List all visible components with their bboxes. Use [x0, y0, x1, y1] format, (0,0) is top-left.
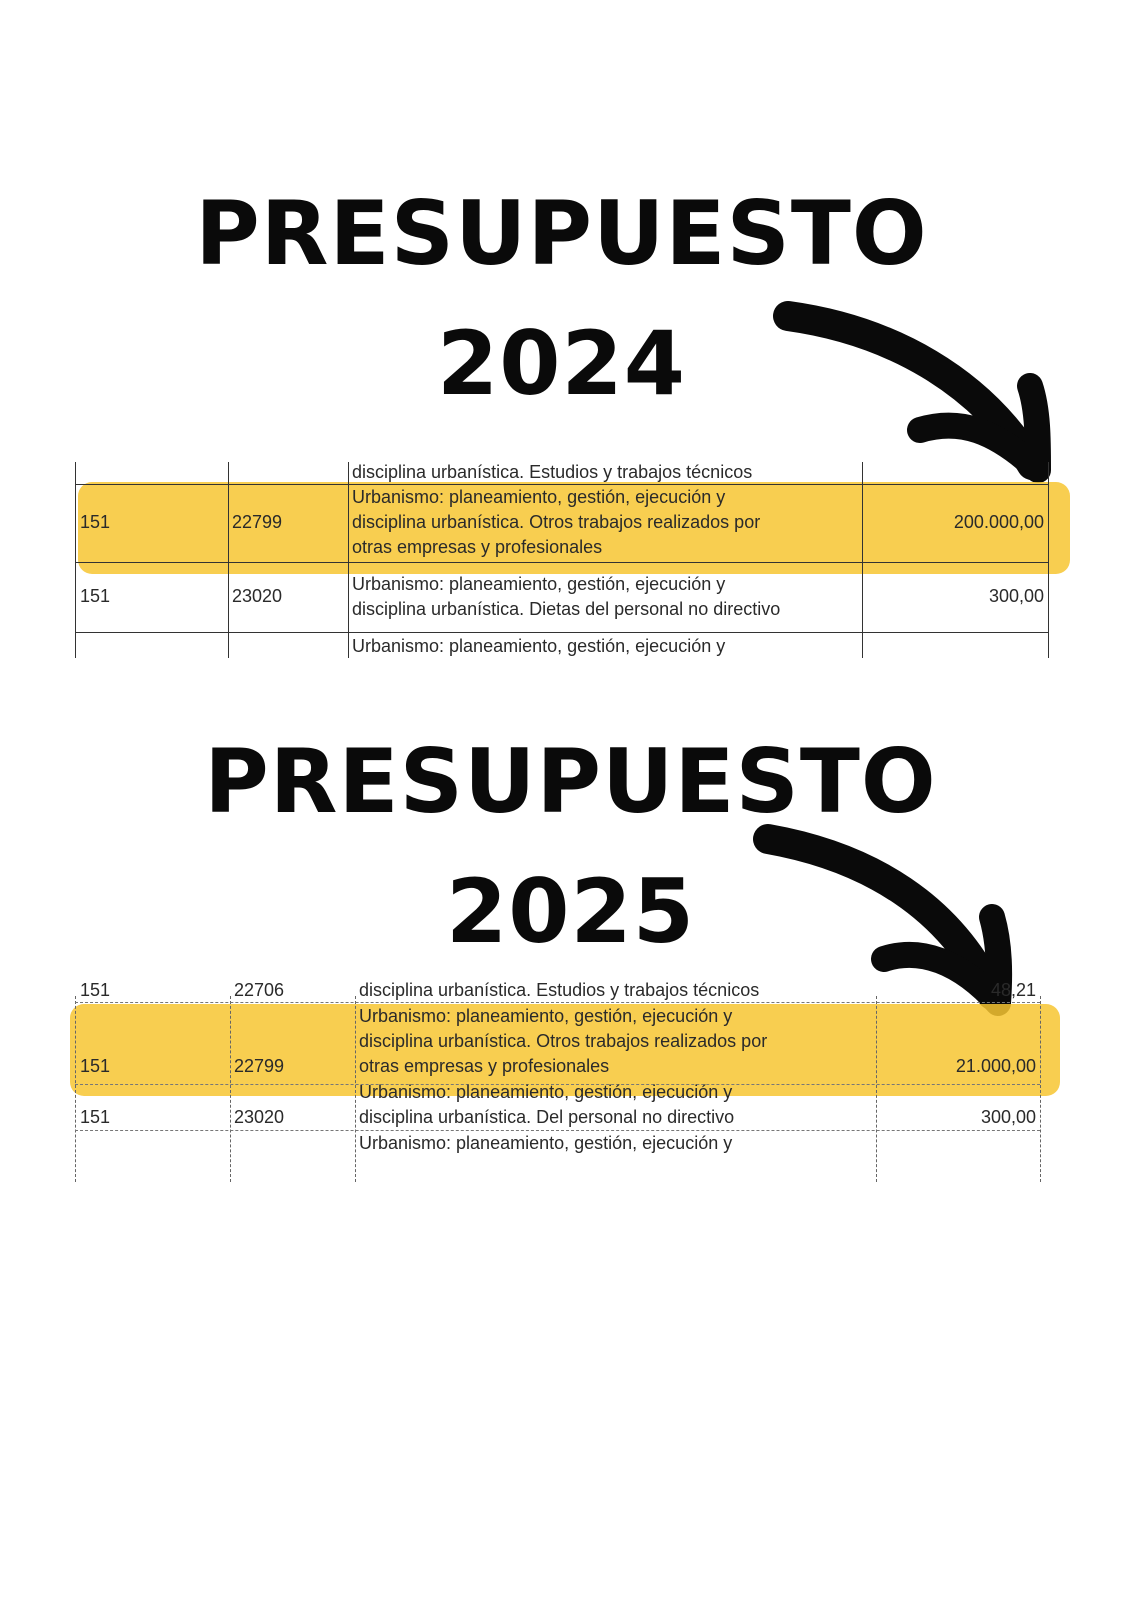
row0-importe: 48,21	[990, 980, 1036, 1000]
row1-programa: 151	[80, 512, 111, 532]
row1-descripcion-line1: Urbanismo: planeamiento, gestión, ejecución y	[359, 1006, 733, 1026]
row1-descripcion-line3: otras empresas y profesionales	[359, 1056, 610, 1076]
row2-importe: 300,00	[980, 1107, 1036, 1127]
row1-programa: 151	[80, 1056, 111, 1076]
row2-programa: 151	[80, 1107, 111, 1127]
title-2024-line1: PRESUPUESTO	[195, 182, 928, 285]
budget-2025-table	[0, 980, 1131, 1182]
row2-descripcion-line2: disciplina urbanística. Dietas del personal no directivo	[352, 599, 781, 619]
row1-descripcion-line2: disciplina urbanística. Otros trabajos realizados por	[359, 1031, 768, 1051]
row1-economica: 22799	[232, 512, 283, 532]
row1-descripcion-line3: otras empresas y profesionales	[352, 537, 603, 557]
row1-descripcion-line1: Urbanismo: planeamiento, gestión, ejecución y	[352, 487, 726, 507]
row1-importe: 21.000,00	[955, 1056, 1036, 1076]
row2-economica: 23020	[232, 586, 283, 606]
budget-2024-table	[0, 462, 1131, 672]
row0-economica: 22706	[234, 980, 285, 1000]
row2-descripcion-line2: disciplina urbanística. Del personal no directivo	[359, 1107, 735, 1127]
title-2024-line2: 2024	[437, 312, 686, 415]
row2-programa: 151	[80, 586, 111, 606]
row1-descripcion-line2: disciplina urbanística. Otros trabajos realizados por	[352, 512, 761, 532]
title-2025-line1: PRESUPUESTO	[204, 730, 937, 833]
row2-economica: 23020	[234, 1107, 285, 1127]
row2-importe: 300,00	[988, 586, 1044, 606]
row1-importe: 200.000,00	[953, 512, 1044, 532]
row3-descripcion: Urbanismo: planeamiento, gestión, ejecución y	[352, 636, 726, 656]
row0-programa: 151	[80, 980, 111, 1000]
row2-descripcion-line1: Urbanismo: planeamiento, gestión, ejecución y	[352, 574, 726, 594]
title-2025-line2: 2025	[446, 860, 695, 963]
row0-descripcion: disciplina urbanística. Estudios y trabajos técnicos	[359, 980, 760, 1000]
row3-descripcion: Urbanismo: planeamiento, gestión, ejecución y	[359, 1133, 733, 1153]
row0-descripcion: disciplina urbanística. Estudios y trabajos técnicos	[352, 462, 753, 482]
row2-descripcion-line1: Urbanismo: planeamiento, gestión, ejecución y	[359, 1082, 733, 1102]
row1-economica: 22799	[234, 1056, 285, 1076]
